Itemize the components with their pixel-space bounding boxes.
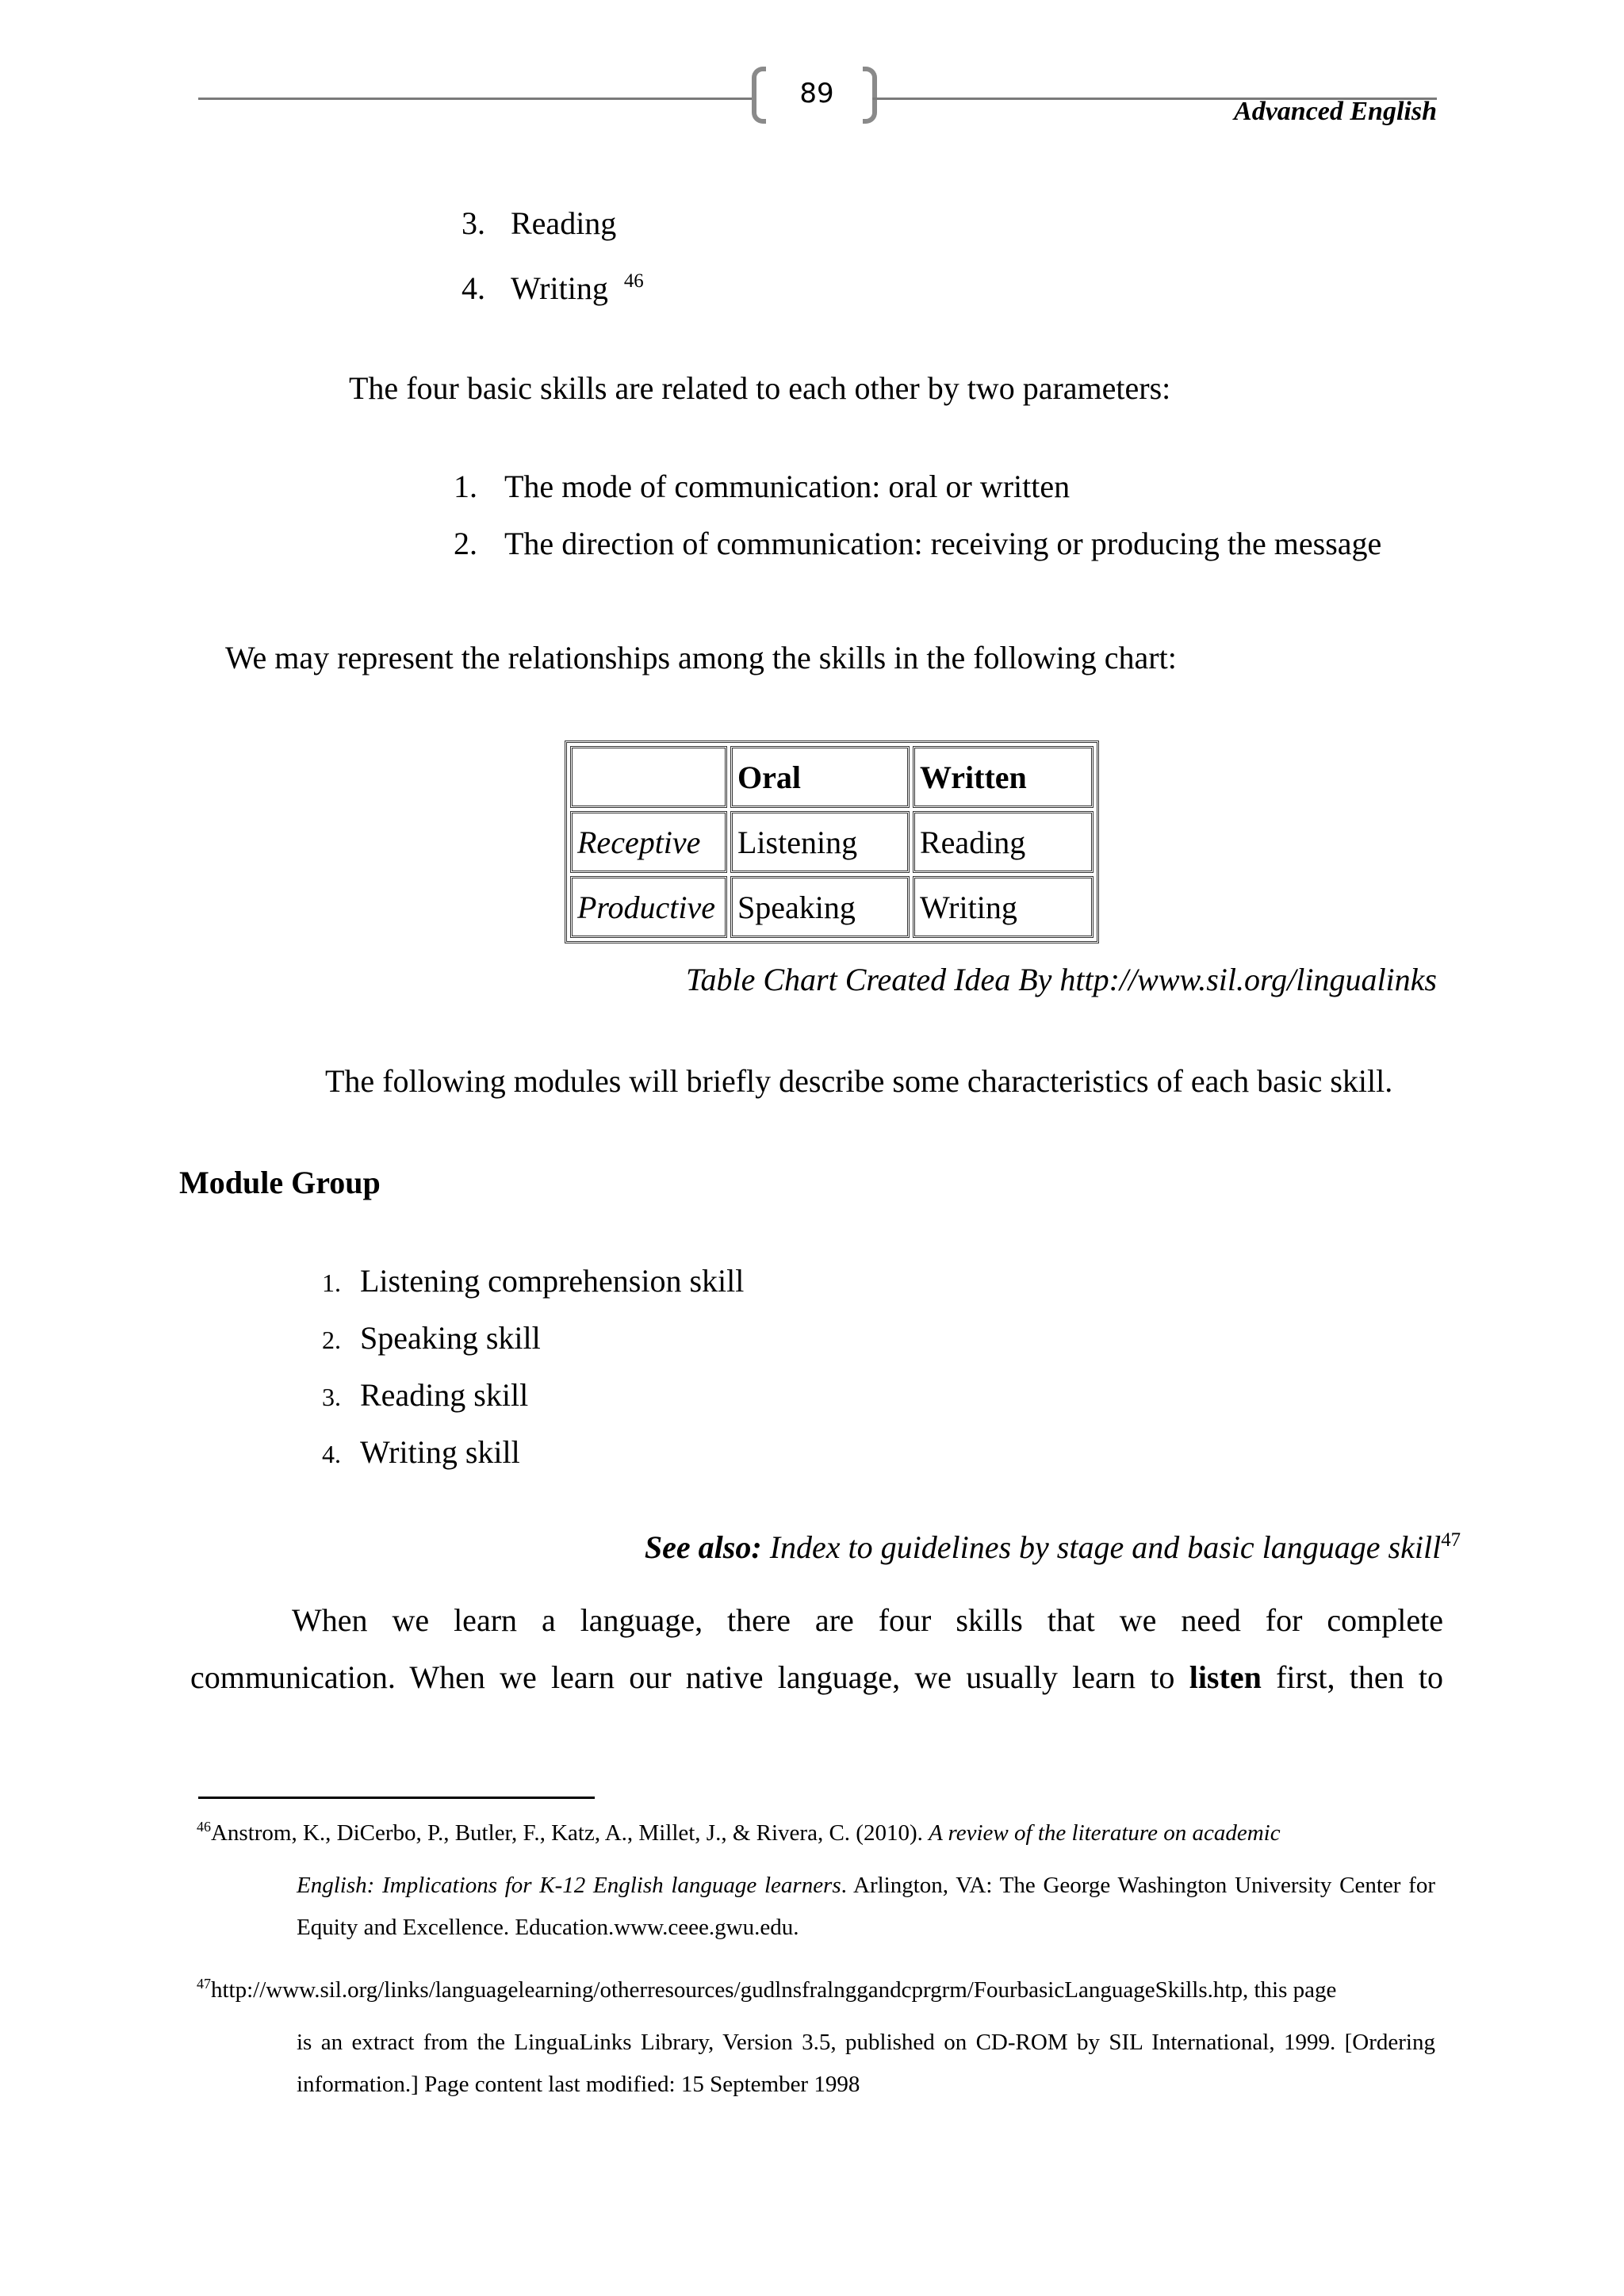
module-number: 2. xyxy=(322,1326,341,1354)
footnote-url[interactable]: http://www.sil.org/links/languagelearning/otherresources/gudlnsfralnggandcprgrm/FourbasicLanguageSkills.htp, this page xyxy=(210,1977,1337,2003)
paragraph-line xyxy=(190,1659,1443,1696)
footnote-ref: 47 xyxy=(1441,1529,1461,1552)
page-number-bracket-right xyxy=(863,67,877,124)
footnote-47-continuation: is an extract from the LinguaLinks Library, Version 3.5, published on CD-ROM by SIL International, 1999. [Ordering information.] Page content last modified: 15 September 1998 xyxy=(297,2030,1435,2097)
running-head: Advanced English xyxy=(1234,97,1437,126)
skills-table xyxy=(565,740,1099,943)
module-item xyxy=(312,1319,541,1357)
chart-intro: We may represent the relationships among the skills in the following chart: xyxy=(225,640,1177,675)
list-text: The direction of communication: receiving or producing the message xyxy=(504,526,1382,561)
module-item xyxy=(312,1376,528,1414)
row-label-receptive: Receptive xyxy=(570,811,727,873)
list-number: 4. xyxy=(462,270,485,306)
table-row xyxy=(570,876,1094,938)
table-caption: Table Chart Created Idea By http://www.sil.org/lingualinks xyxy=(685,962,1437,997)
intro-sentence: The four basic skills are related to each other by two parameters: xyxy=(349,370,1171,406)
footnote-mark: 46 xyxy=(197,1819,211,1835)
table-cell: Listening xyxy=(730,811,910,873)
list-number: 2. xyxy=(454,526,477,561)
see-also-link-text[interactable]: Index to guidelines by stage and basic language skill xyxy=(769,1529,1442,1565)
footnote-47 xyxy=(197,1976,1450,2006)
module-item xyxy=(312,1262,744,1300)
see-also xyxy=(645,1529,1461,1567)
list-number: 1. xyxy=(454,469,477,504)
list-item xyxy=(454,468,1070,506)
footnote-mark: 47 xyxy=(197,1976,211,1992)
paragraph-bold-word: listen xyxy=(1189,1659,1262,1695)
module-item xyxy=(312,1433,520,1471)
list-item xyxy=(454,525,1381,563)
footnote-italic: A review of the literature on academic xyxy=(929,1820,1281,1846)
footnote-text: Anstrom, K., DiCerbo, P., Butler, F., Katz, A., Millet, J., & Rivera, C. (2010). xyxy=(210,1820,929,1846)
module-group-heading: Module Group xyxy=(179,1165,381,1200)
page-number: 89 xyxy=(799,78,834,109)
modules-sentence: The following modules will briefly describe some characteristics of each basic skill. xyxy=(325,1063,1393,1099)
module-text: Reading skill xyxy=(360,1377,529,1413)
table-header-row xyxy=(570,746,1094,808)
footnote-46-continuation xyxy=(297,1865,1435,1949)
table-row xyxy=(570,811,1094,873)
paragraph-line: When we learn a language, there are four skills that we need for complete xyxy=(292,1602,1443,1638)
header-rule-left xyxy=(198,98,753,100)
list-number: 3. xyxy=(462,205,485,241)
table-header-oral: Oral xyxy=(730,746,910,808)
list-item xyxy=(458,270,644,308)
row-label-productive: Productive xyxy=(570,876,727,938)
list-text: Reading xyxy=(511,205,617,241)
table-cell: Speaking xyxy=(730,876,910,938)
paragraph-text: first, then to xyxy=(1276,1659,1444,1695)
see-also-label: See also: xyxy=(644,1529,762,1565)
module-number: 1. xyxy=(322,1269,341,1297)
table-header-written: Written xyxy=(913,746,1094,808)
table-header-empty xyxy=(570,746,727,808)
table-cell: Reading xyxy=(913,811,1094,873)
list-item xyxy=(458,205,616,243)
module-text: Speaking skill xyxy=(360,1320,541,1356)
module-number: 4. xyxy=(322,1440,341,1468)
page-number-bracket-left xyxy=(752,67,766,124)
footnote-46 xyxy=(197,1819,1450,1849)
paragraph-text: communication. When we learn our native language, we usually learn to xyxy=(190,1659,1175,1695)
footnote-italic: English: Implications for K-12 English language learners xyxy=(297,1873,841,1898)
list-text: The mode of communication: oral or written xyxy=(504,469,1071,504)
module-text: Writing skill xyxy=(360,1434,520,1470)
footnote-rule xyxy=(198,1797,595,1799)
footnote-ref: 46 xyxy=(623,270,644,293)
module-text: Listening comprehension skill xyxy=(360,1263,745,1299)
footnote-text: . Arlington, VA: The George Washington University Center for Equity and Excellence. Education.www.ceee.gwu.edu. xyxy=(297,1873,1435,1940)
module-number: 3. xyxy=(322,1383,341,1411)
table-cell: Writing xyxy=(913,876,1094,938)
list-text: Writing xyxy=(511,270,608,306)
